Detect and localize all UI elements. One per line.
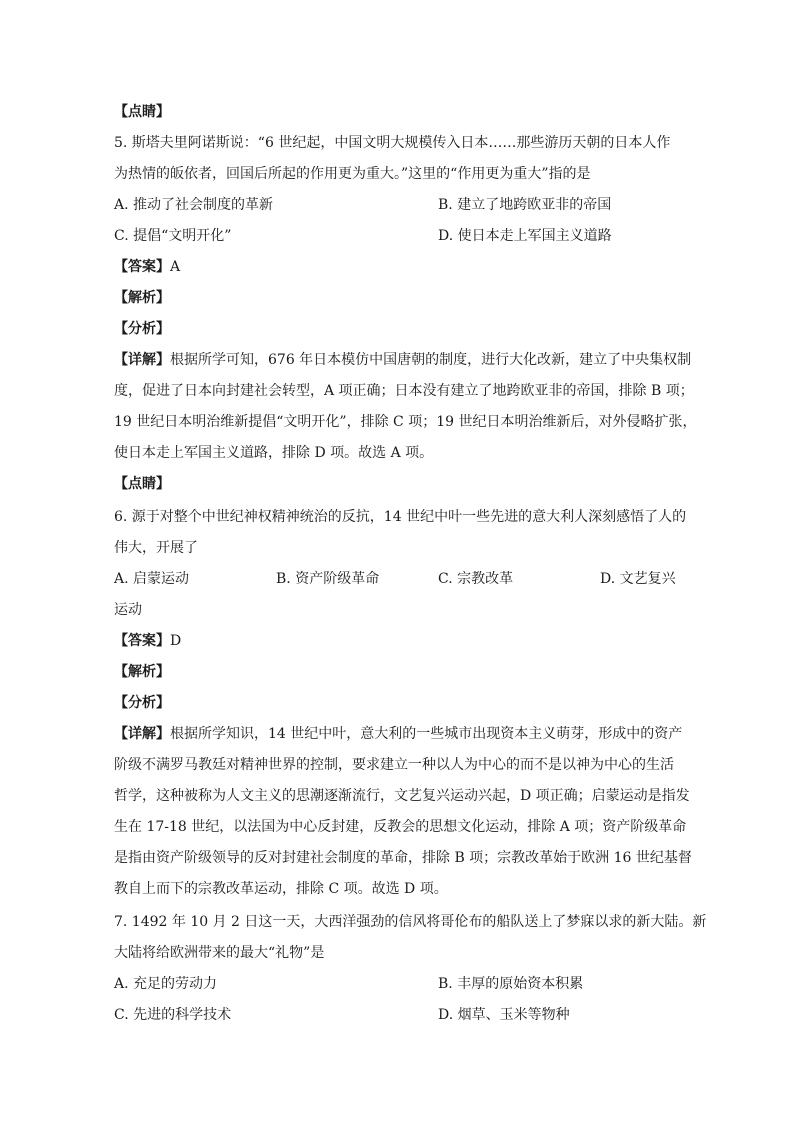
fenxi-label: 【分析】	[114, 321, 170, 337]
fenxi-label: 【分析】	[114, 695, 170, 711]
q5-option-b: B. 建立了地跨欧亚非的帝国	[438, 197, 612, 213]
q5-answer-value: A	[170, 259, 181, 275]
q7-stem-line1: 7. 1492 年 10 月 2 日这一天，大西洋强劲的信风将哥伦布的船队送上了梦寐以求的新大陆。新	[114, 914, 707, 930]
q6-stem-line2: 伟大，开展了	[114, 540, 198, 556]
q6-detail-line6: 教自上而下的宗教改革运动，排除 C 项。故选 D 项。	[114, 881, 448, 897]
q7-option-d: D. 烟草、玉米等物种	[438, 1007, 570, 1023]
q6-detail-line4: 生在 17-18 世纪，以法国为中心反封建，反教会的思想文化运动，排除 A 项；资产阶级革命	[114, 819, 687, 835]
q7-option-c: C. 先进的科学技术	[114, 1007, 232, 1023]
detail-label: 【详解】	[114, 352, 170, 368]
q6-detail-line2: 阶级不满罗马教廷对精神世界的控制，要求建立一种以人为中心的而不是以神为中心的生活	[114, 757, 674, 773]
q5-detail-line2: 度，促进了日本向封建社会转型，A 项正确；日本没有建立了地跨欧亚非的帝国，排除 B 项；	[114, 383, 694, 399]
q7-option-b: B. 丰厚的原始资本积累	[438, 976, 584, 992]
q6-detail-text: 根据所学知识，14 世纪中叶，意大利的一些城市出现资本主义萌芽，形成中的资产	[170, 726, 683, 742]
q5-option-a: A. 推动了社会制度的革新	[114, 197, 274, 213]
q6-detail-line5: 是指由资产阶级领导的反对封建社会制度的革命，排除 B 项；宗教改革始于欧洲 16 世纪基督	[114, 850, 692, 866]
q6-detail-line3: 哲学，这种被称为人文主义的思潮逐渐流行，文艺复兴运动兴起，D 项正确；启蒙运动是指发	[114, 788, 690, 804]
q5-answer-row	[114, 257, 180, 277]
q6-answer-row	[114, 631, 181, 651]
q6-option-d-continued: 运动	[114, 602, 142, 618]
jiexi-label: 【解析】	[114, 664, 170, 680]
q5-detail-line4: 使日本走上军国主义道路，排除 D 项。故选 A 项。	[114, 445, 434, 461]
q6-stem-line1: 6. 源于对整个中世纪神权精神统治的反抗，14 世纪中叶一些先进的意大利人深刻感悟了人的	[114, 509, 687, 525]
answer-label: 【答案】	[114, 259, 170, 275]
q6-option-b: B. 资产阶级革命	[276, 571, 380, 587]
q6-answer-value: D	[170, 633, 182, 649]
q5-option-d: D. 使日本走上军国主义道路	[438, 228, 612, 244]
q6-option-a: A. 启蒙运动	[114, 571, 190, 587]
jiexi-label: 【解析】	[114, 290, 170, 306]
q5-option-c: C. 提倡“文明开化”	[114, 228, 232, 244]
dianjing-label: 【点睛】	[114, 104, 170, 120]
q6-detail-line1	[114, 724, 682, 744]
q6-option-d: D. 文艺复兴	[600, 571, 676, 587]
answer-label: 【答案】	[114, 633, 170, 649]
q5-stem-line2: 为热情的皈依者，回国后所起的作用更为重大。”这里的“作用更为重大”指的是	[114, 166, 591, 182]
q5-detail-line3: 19 世纪日本明治维新提倡“文明开化”，排除 C 项；19 世纪日本明治维新后，对外侵略扩张，	[114, 414, 697, 430]
q6-option-c: C. 宗教改革	[438, 571, 514, 587]
q7-option-a: A. 充足的劳动力	[114, 976, 218, 992]
q7-stem-line2: 大陆将给欧洲带来的最大“礼物”是	[114, 945, 325, 961]
detail-label: 【详解】	[114, 726, 170, 742]
q5-detail-text: 根据所学可知，676 年日本模仿中国唐朝的制度，进行大化改新，建立了中央集权制	[170, 352, 692, 368]
dianjing-label: 【点睛】	[114, 476, 170, 492]
q5-detail-line1	[114, 350, 691, 370]
q5-stem-line1: 5. 斯塔夫里阿诺斯说：“6 世纪起，中国文明大规模传入日本……那些游历天朝的日本人作	[114, 135, 671, 151]
